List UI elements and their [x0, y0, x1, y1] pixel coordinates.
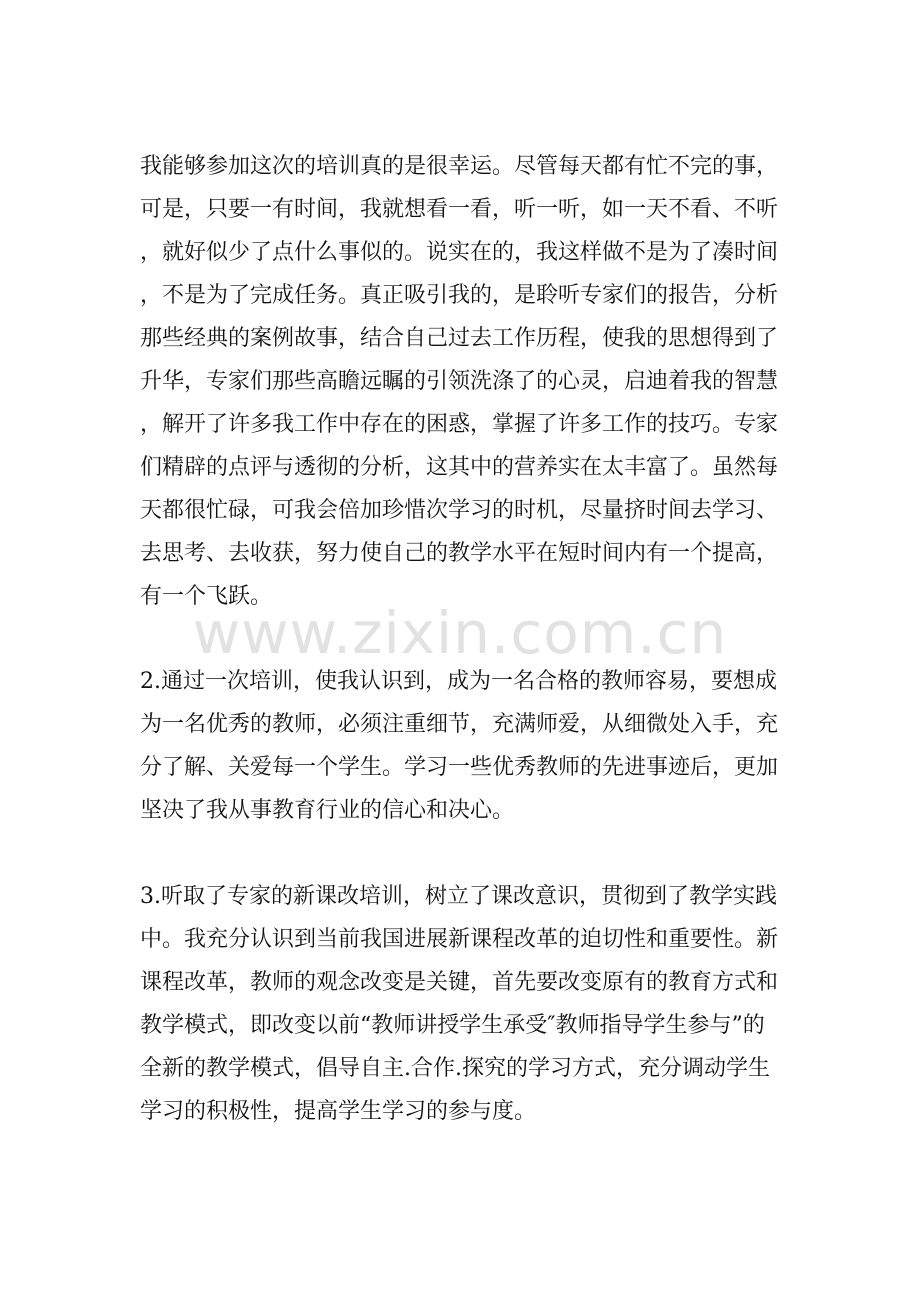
text-line: ，就好似少了点什么事似的。说实在的，我这样做不是为了凑时间 — [140, 240, 779, 265]
text-line: 坚决了我从事教育行业的信心和决心。 — [140, 798, 515, 823]
text-line: 2.通过一次培训，使我认识到，成为一名合格的教师容易，要想成 — [140, 669, 777, 694]
watermark: www.zixin.com.cn — [192, 599, 728, 667]
text-line: ，解开了许多我工作中存在的困惑，掌握了许多工作的技巧。专家 — [140, 412, 779, 437]
text-line: 有一个飞跃。 — [140, 584, 273, 609]
text-line: 可是，只要一有时间，我就想看一看，听一听，如一天不看、不听 — [140, 197, 779, 222]
text-line: 3.听取了专家的新课改培训，树立了课改意识，贯彻到了教学实践 — [140, 884, 777, 909]
text-line: 为一名优秀的教师，必须注重细节，充满师爱，从细微处入手，充 — [140, 712, 779, 737]
text-line: 去思考、去收获，努力使自己的教学水平在短时间内有一个提高， — [140, 541, 779, 566]
text-line: 那些经典的案例故事，结合自己过去工作历程，使我的思想得到了 — [140, 326, 779, 351]
text-line: 教学模式，即改变以前“教师讲授学生承受″教师指导学生参与”的 — [140, 1013, 765, 1038]
text-line: 全新的教学模式，倡导自主.合作.探究的学习方式，充分调动学生 — [140, 1056, 770, 1081]
text-line: 们精辟的点评与透彻的分析，这其中的营养实在太丰富了。虽然每 — [140, 455, 779, 480]
text-line: 我能够参加这次的培训真的是很幸运。尽管每天都有忙不完的事， — [140, 154, 779, 179]
text-line: ，不是为了完成任务。真正吸引我的，是聆听专家们的报告，分析 — [140, 283, 779, 308]
text-line: 中。我充分认识到当前我国进展新课程改革的迫切性和重要性。新 — [140, 927, 779, 952]
text-line: 分了解、关爱每一个学生。学习一些优秀教师的先进事迹后，更加 — [140, 755, 779, 780]
text-line: 天都很忙碌，可我会倍加珍惜次学习的时机，尽量挤时间去学习、 — [140, 498, 779, 523]
text-line: 学习的积极性，提高学生学习的参与度。 — [140, 1099, 537, 1124]
text-line: 课程改革，教师的观念改变是关键，首先要改变原有的教育方式和 — [140, 970, 779, 995]
text-line: 升华，专家们那些高瞻远瞩的引领洗涤了的心灵，启迪着我的智慧 — [140, 369, 779, 394]
